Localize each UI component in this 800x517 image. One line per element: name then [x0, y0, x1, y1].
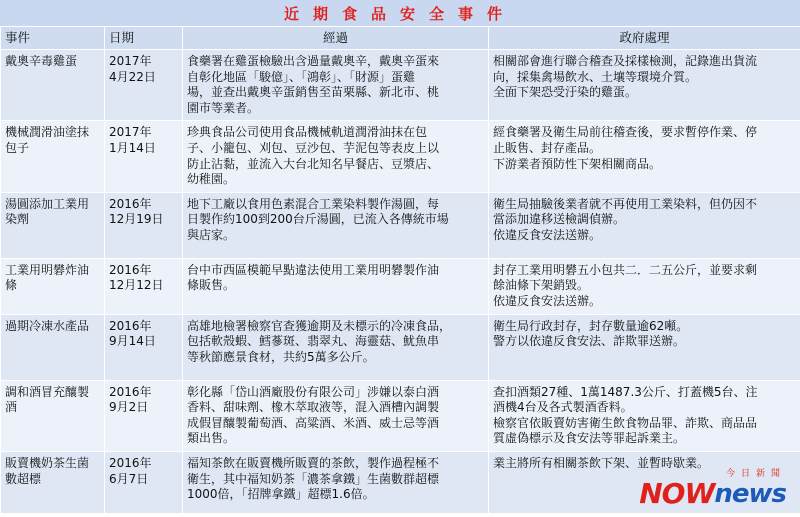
date-line: 2016年 [109, 262, 152, 277]
table-row [1, 192, 800, 258]
food-safety-table [0, 26, 800, 514]
event-line: 湯圓添加工業用 [5, 196, 90, 211]
action-line: 檢察官依販賣妨害衛生飲食物品罪、詐欺、商品品 [493, 415, 758, 430]
event-line: 工業用明礬炸油 [5, 262, 90, 277]
table-row [1, 121, 800, 192]
date-line: 9月14日 [109, 334, 156, 349]
cell-process [183, 451, 489, 513]
action-line: 衛生局抽驗後業者就不再使用工業染料，但仍因不 [493, 196, 758, 211]
cell-date [105, 192, 183, 258]
action-line: 向，採集禽場飲水、土壤等環境介質。 [493, 69, 698, 84]
action-line: 依違反食安法送辦。 [493, 227, 602, 242]
event-line: 酒 [5, 400, 18, 415]
process-line: 珍典食品公司使用食品機械軌道潤滑油抹在包 [187, 125, 428, 140]
date-line: 12月12日 [109, 278, 164, 293]
process-line: 福知茶飲在販賣機所販賣的茶飲，製作過程極不 [187, 455, 440, 470]
event-line: 數超標 [5, 471, 42, 486]
process-line: 等秋節應景食材，共約5萬多公斤。 [187, 349, 375, 364]
action-line: 相關部會進行聯合稽查及採樣檢測，記錄進出貨流 [493, 54, 758, 68]
cell-action [489, 121, 800, 192]
date-line: 4月22日 [109, 69, 156, 84]
event-line: 販賣機奶茶生菌 [5, 455, 90, 470]
action-line: 查扣酒類27種、1萬1487.3公斤、打蓋機5台、注 [493, 384, 758, 399]
date-line: 2017年 [109, 54, 152, 68]
cell-action [489, 314, 800, 380]
header-date: 日期 [105, 27, 183, 50]
process-line: 防止沾黏，並流入大台北知名早餐店、豆漿店、 [187, 156, 440, 171]
logo-news: news [714, 479, 786, 509]
header-action: 政府處理 [489, 27, 800, 50]
cell-process [183, 314, 489, 380]
cell-action [489, 192, 800, 258]
process-line: 與店家。 [187, 227, 236, 242]
header-event: 事件 [1, 27, 105, 50]
action-line: 經食藥署及衛生局前往稽查後，要求暫停作業、停 [493, 125, 758, 140]
cell-event [1, 50, 105, 121]
process-line: 子、小籠包、刈包、豆沙包、芋泥包等表皮上以 [187, 140, 440, 155]
action-line: 酒機4台及各式製酒香料。 [493, 400, 633, 415]
process-line: 日製作約100到200台斤湯圓，已流入各傳統市場 [187, 212, 449, 227]
event-line: 條 [5, 278, 18, 293]
table-row [1, 380, 800, 451]
process-line: 幼稚園。 [187, 172, 236, 187]
process-line: 類出售。 [187, 431, 236, 446]
date-line: 2017年 [109, 125, 152, 140]
cell-event [1, 451, 105, 513]
action-line: 依違反食安法送辦。 [493, 293, 602, 308]
date-line: 2016年 [109, 455, 152, 470]
table-header-row [1, 27, 800, 50]
header-process: 經過 [183, 27, 489, 50]
table-row [1, 50, 800, 121]
action-line: 警方以依違反食安法、詐欺罪送辦。 [493, 334, 686, 349]
event-line: 包子 [5, 140, 30, 155]
cell-action [489, 258, 800, 314]
cell-process [183, 258, 489, 314]
cell-process [183, 380, 489, 451]
process-line: 1000倍，「招牌拿鐵」超標1.6倍。 [187, 487, 375, 502]
action-line: 衛生局行政封存，封存數量逾62噸。 [493, 318, 689, 333]
process-line: 園市等業者。 [187, 100, 260, 115]
event-line: 機械潤滑油塗抹 [5, 125, 90, 140]
cell-date [105, 258, 183, 314]
action-line: 止販售、封存產品。 [493, 140, 602, 155]
logo-wordmark [639, 479, 786, 509]
date-line: 2016年 [109, 384, 152, 399]
process-line: 食藥署在雞蛋檢驗出含過量戴奧辛，戴奧辛蛋來 [187, 54, 440, 68]
process-line: 場，並查出戴奧辛蛋銷售至苗栗縣、新北市、桃 [187, 85, 440, 100]
nownews-logo [606, 469, 786, 511]
cell-event [1, 314, 105, 380]
action-line: 下游業者預防性下架相關商品。 [493, 156, 662, 171]
process-line: 台中市西區模範早點違法使用工業用明礬製作油 [187, 262, 440, 277]
logo-tagline: 今日新聞 [725, 469, 786, 479]
page-title: 近期食品安全事件 [0, 0, 800, 26]
date-line: 9月2日 [109, 400, 149, 415]
cell-process [183, 121, 489, 192]
process-line: 地下工廠以食用色素混合工業染料製作湯圓，每 [187, 196, 440, 211]
action-line: 封存工業用明礬五小包共二．二五公斤，並要求剩 [493, 262, 758, 277]
date-line: 6月7日 [109, 471, 149, 486]
process-line: 高雄地檢署檢察官查獲逾期及未標示的冷凍食品， [187, 318, 452, 333]
action-line: 業主將所有相關茶飲下架、並暫時歇業。 [493, 455, 710, 470]
table-row [1, 258, 800, 314]
date-line: 2016年 [109, 196, 152, 211]
cell-event [1, 380, 105, 451]
cell-date [105, 451, 183, 513]
process-line: 自彰化地區「駿億」、「鴻彰」、「財源」蛋雞 [187, 69, 416, 84]
cell-date [105, 314, 183, 380]
cell-date [105, 50, 183, 121]
process-line: 香料、甜味劑、橡木萃取液等，混入酒槽內調製 [187, 400, 440, 415]
process-line: 條販售。 [187, 278, 236, 293]
event-line: 過期冷凍水產品 [5, 318, 90, 333]
date-line: 1月14日 [109, 140, 156, 155]
action-line: 質虛偽標示及食安法等罪起訴業主。 [493, 431, 686, 446]
logo-now: NOW [639, 477, 715, 510]
cell-action [489, 50, 800, 121]
cell-event [1, 192, 105, 258]
process-line: 包括軟殼蝦、鱈蔘斑、翡翠丸、海靈菇、魷魚串 [187, 334, 440, 349]
process-line: 衛生，其中福知奶茶「濃茶拿鐵」生菌數群超標 [187, 471, 440, 486]
action-line: 全面下架恐受汙染的雞蛋。 [493, 85, 638, 100]
process-line: 成假冒釀製葡萄酒、高粱酒、米酒、威士忌等酒 [187, 415, 440, 430]
cell-action [489, 380, 800, 451]
event-line: 調和酒冒充釀製 [5, 384, 90, 399]
action-line: 當添加違移送檢調偵辦。 [493, 212, 626, 227]
event-line: 戴奧辛毒雞蛋 [5, 54, 78, 68]
event-line: 染劑 [5, 212, 30, 227]
cell-date [105, 121, 183, 192]
cell-process [183, 192, 489, 258]
process-line: 彰化縣「岱山酒廠股份有限公司」涉嫌以泰白酒 [187, 384, 440, 399]
action-line: 餘油條下架銷毀。 [493, 278, 590, 293]
cell-process [183, 50, 489, 121]
cell-date [105, 380, 183, 451]
date-line: 2016年 [109, 318, 152, 333]
date-line: 12月19日 [109, 212, 164, 227]
table-row [1, 314, 800, 380]
cell-event [1, 258, 105, 314]
cell-event [1, 121, 105, 192]
